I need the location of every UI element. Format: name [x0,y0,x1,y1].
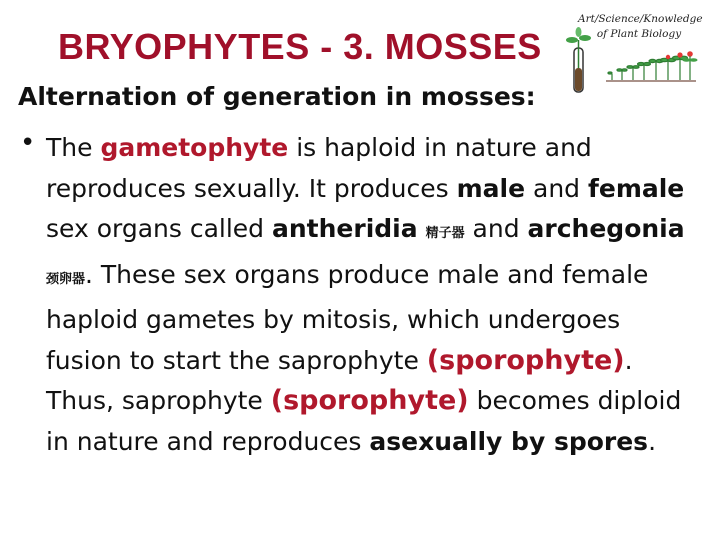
page-title: BRYOPHYTES - 3. MOSSES [58,26,542,67]
text-segment: . These sex organs produce male and female haploid gametes by mitosis, which undergoes fusion to start the saprophyte [46,259,649,375]
text-segment: sex organs called [46,214,273,243]
section-subtitle: Alternation of generation in mosses: [18,82,536,111]
term-archegonia: archegonia [527,214,685,243]
text-segment: The [46,133,101,162]
logo-caption [578,12,703,42]
bullet-marker: • [20,128,36,158]
text-segment: and [525,173,588,203]
term-sporophyte: (sporophyte) [270,385,469,416]
text-segment: . [648,426,657,456]
logo-caption-line2: of Plant Biology [596,28,682,40]
term-antheridia: antheridia [272,214,418,243]
term-female: female [587,173,685,203]
term-asexually-by-spores: asexually by spores [369,426,649,456]
term-archegonia-chinese: 颈卵器 [46,271,86,287]
text-segment: is haploid in nature and reproduces sexually. It produces [46,133,592,203]
term-sporophyte: (sporophyte) [426,344,625,376]
body-paragraph [46,128,702,462]
text-segment: and [464,214,528,243]
plant-biology-logo [566,10,703,96]
logo-caption-line1: Art/Science/Knowledge [578,13,703,25]
text-segment: . Thus, saprophyte [46,345,633,415]
term-gametophyte: gametophyte [100,133,289,162]
term-antheridia-chinese: 精子器 [425,226,465,241]
text-segment: becomes diploid in nature and reproduces [46,386,682,456]
term-male: male [456,173,526,203]
